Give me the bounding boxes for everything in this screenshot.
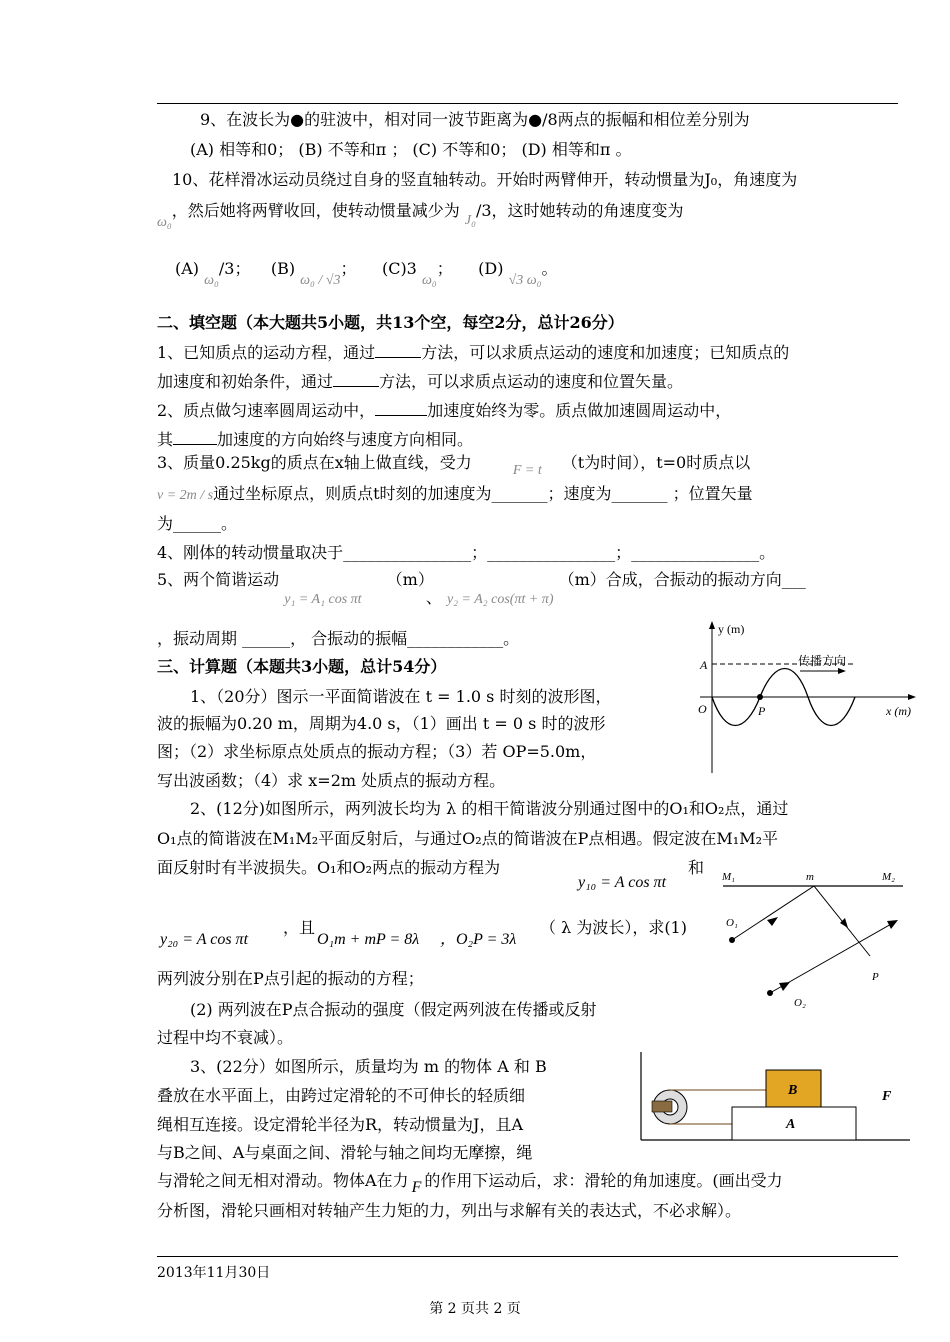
reflection-figure [718, 868, 908, 1013]
fill2-part-a: 2、质点做匀速率圆周运动中， [157, 401, 376, 420]
section3-heading: 三、计算题（本题共3小题，总计54分） [157, 657, 447, 676]
footer-rule [157, 1256, 898, 1257]
m2-label: M₂ [882, 871, 895, 883]
footer-page-number: 第 2 页共 2 页 [429, 1301, 521, 1317]
force-equation: F = t [512, 463, 542, 478]
q10-line2-text: ，然后她将两臂收回，使转动惯量减少为 [171, 201, 460, 220]
calc1-line3: 图；（2）求坐标原点处质点的振动方程；（3）若 OP=5.0m， [157, 742, 597, 761]
wave-direction-label: 传播方向 [798, 654, 847, 668]
calc2-line7: 过程中均不衰减）。 [157, 1028, 294, 1047]
q10-options [175, 258, 558, 288]
q10-opt-c-symbol: ω₀ [421, 273, 437, 288]
section2-heading: 二、填空题（本大题共5小题，共13个空，每空2分，总计26分） [157, 313, 624, 332]
calc3-line5-b: 的作用下运动后，求：滑轮的角加速度。(画出受力 [424, 1171, 783, 1190]
fill3-part-b: （t为时间），t=0时质点以 [561, 453, 751, 472]
fill4-line: 4、刚体的转动惯量取决于________________；________________；________________。 [157, 543, 776, 562]
q10-opt-b-tail: ； [340, 259, 357, 278]
calc2-line5: 两列波分别在P点引起的振动的方程； [157, 969, 424, 988]
calc2-equation-4: ，O₂P = 3λ [440, 931, 517, 948]
p-label: P [872, 971, 879, 983]
q10-opt-c-tail: ； [436, 259, 453, 278]
fill2-line2 [157, 428, 473, 451]
q9-text: 9、在波长为●的驻波中，相对同一波节距离为●/8两点的振幅和相位差分别为 [200, 110, 750, 129]
calc3-line6: 分析图，滑轮只画相对转轴产生力矩的力，列出与求解有关的表达式，不必求解）。 [157, 1201, 742, 1220]
j0-symbol: J₀ [464, 213, 476, 228]
wave-p-label: P [758, 704, 766, 718]
calc2-equation-1: y₁₀ = A cos πt [578, 874, 667, 891]
omega0-symbol: ω₀ [157, 215, 172, 230]
fill1-line1 [157, 341, 789, 364]
wave-y-arrow [709, 621, 715, 629]
q10-opt-a: (A) [175, 259, 200, 278]
q10-opt-d-value: √3 ω₀ [508, 273, 542, 288]
calc1-line2: 波的振幅为0.20 m，周期为4.0 s，（1）画出 t = 0 s 时的波形 [157, 714, 606, 733]
fill1-line2 [157, 370, 683, 393]
q10-line2 [157, 200, 684, 230]
pulley-figure [638, 1050, 913, 1142]
wave-x-arrow [908, 694, 916, 700]
pulley-bracket [652, 1101, 672, 1112]
o2-label: O₂ [794, 997, 806, 1009]
fill2-blank1[interactable] [375, 399, 427, 416]
calc2-and: 和 [688, 858, 705, 877]
calc3-line3: 绳相互连接。设定滑轮半径为R，转动惯量为J，且A [157, 1115, 524, 1134]
o1-label: O₁ [726, 917, 738, 929]
fill2-part-b: 加速度始终为零。质点做加速圆周运动中， [427, 401, 732, 420]
calc1-line4: 写出波函数；（4）求 x=2m 处质点的振动方程。 [157, 771, 506, 790]
fill1-blank1[interactable] [375, 341, 421, 358]
shm-equation-2: y₂ = A₂ cos(πt + π) [446, 592, 554, 607]
fill2-blank2[interactable] [173, 428, 217, 445]
calc2-line2: O₁点的简谐波在M₁M₂平面反射后，与通过O₂点的简谐波在P点相遇。假定波在M₁M₂平 [157, 829, 779, 848]
fill1-part-a: 1、已知质点的运动方程，通过 [157, 343, 376, 362]
shm-separator: 、 [425, 588, 442, 607]
fill3-line3: 为______。 [157, 514, 238, 533]
incident-arrowhead [767, 917, 778, 926]
q10-line2-tail: /3，这时她转动的角速度变为 [475, 201, 684, 220]
calc3-line5 [157, 1170, 783, 1196]
wave-o-label: O [698, 702, 707, 716]
q9-options: (A) 相等和0； (B) 不等和π ； (C) 不等和0； (D) 相等和π 。 [190, 140, 632, 159]
block-a-label: A [786, 1117, 796, 1132]
direct-arrowhead-end [887, 920, 898, 929]
fill3-part-a: 3、质量0.25kg的质点在x轴上做直线，受力 [157, 453, 472, 472]
fill1-blank2[interactable] [333, 370, 379, 387]
fill5-line1 [157, 569, 806, 607]
fill5-part-b: （m）合成，合振动的振动方向___ [558, 570, 806, 589]
shm-equation-1: y₁ = A₁ cos πt [284, 592, 362, 607]
o2-point [767, 990, 773, 996]
m1-label: M₁ [722, 871, 735, 883]
q10-opt-a-tail: /3； [218, 259, 251, 278]
calc3-line5-a: 与滑轮之间无相对滑动。物体A在力 [157, 1171, 409, 1190]
calc2-line6: (2) 两列波在P点合振动的强度（假定两列波在传播或反射 [190, 1000, 597, 1019]
fill3-line2 [157, 483, 753, 507]
calc3-line4: 与B之间、A与桌面之间、滑轮与轴之间均无摩擦，绳 [157, 1143, 533, 1162]
fill5-part-a: 5、两个简谐运动 [157, 570, 280, 589]
fill2-line1 [157, 399, 731, 422]
point-p-marker [757, 694, 763, 700]
m-label: m [806, 871, 814, 883]
shm-unit-1: （m） [386, 570, 426, 589]
header-rule [157, 103, 898, 104]
q10-opt-c: (C)3 [381, 259, 417, 278]
fill1-part-b: 方法，可以求质点运动的速度和加速度；已知质点的 [421, 343, 790, 362]
q10-opt-d-tail: 。 [541, 259, 558, 278]
force-f-label: F [882, 1089, 892, 1104]
calc2-equation-3: O₁m + mP = 8λ [317, 931, 420, 948]
wave-x-label: x (m) [886, 704, 911, 718]
calc3-line2: 叠放在水平面上，由跨过定滑轮的不可伸长的轻质细 [157, 1086, 526, 1105]
q10-opt-d: (D) [478, 259, 504, 278]
direction-arrowhead [838, 668, 846, 674]
fill1-part-d: 方法，可以求质点运动的速度和位置矢量。 [379, 372, 684, 391]
incident-ray [732, 886, 814, 940]
q10-opt-a-symbol: ω₀ [204, 273, 219, 288]
fill2-part-c: 其 [157, 430, 174, 449]
calc2-line3: 面反射时有半波损失。O₁和O₂两点的振动方程为 [157, 858, 501, 877]
q10-text: 10、花样滑冰运动员绕过自身的竖直轴转动。开始时两臂伸开，转动惯量为J₀，角速度为 [172, 170, 798, 189]
o1-point [729, 937, 735, 943]
velocity-equation: v = 2m / s [157, 488, 214, 503]
wave-y-label: y (m) [718, 622, 745, 636]
calc2-line4b: （ λ 为波长），求(1) [540, 918, 687, 937]
wave-a-label: A [700, 658, 708, 672]
block-b-label: B [788, 1083, 798, 1098]
calc1-line1: 1、（20分）图示一平面简谐波在 t = 1.0 s 时刻的波形图， [190, 687, 612, 706]
fill2-part-d: 加速度的方向始终与速度方向相同。 [217, 430, 474, 449]
wave-figure [690, 615, 920, 775]
fill3-part-c: 通过坐标原点，则质点t时刻的加速度为_______；速度为_______ ；位置矢量 [213, 484, 753, 503]
fill5-line2: ，振动周期 ______， 合振动的振幅____________。 [157, 629, 520, 648]
q10-opt-b: (B) [270, 259, 296, 278]
force-f-symbol: F [411, 1179, 422, 1196]
fill3-line1 [157, 452, 750, 476]
q10-opt-b-value: ω₀ / √3 [300, 273, 341, 288]
footer-date: 2013年11月30日 [157, 1265, 271, 1281]
fill1-part-c: 加速度和初始条件，通过 [157, 372, 334, 391]
calc2-line4: ，且 [283, 918, 316, 937]
calc2-equation-2: y₂₀ = A cos πt [160, 931, 249, 948]
calc3-line1: 3、(22分）如图所示，质量均为 m 的物体 A 和 B [190, 1057, 547, 1076]
calc2-line1: 2、(12分)如图所示，两列波长均为 λ 的相干简谐波分别通过图中的O₁和O₂点，通过 [190, 799, 789, 818]
